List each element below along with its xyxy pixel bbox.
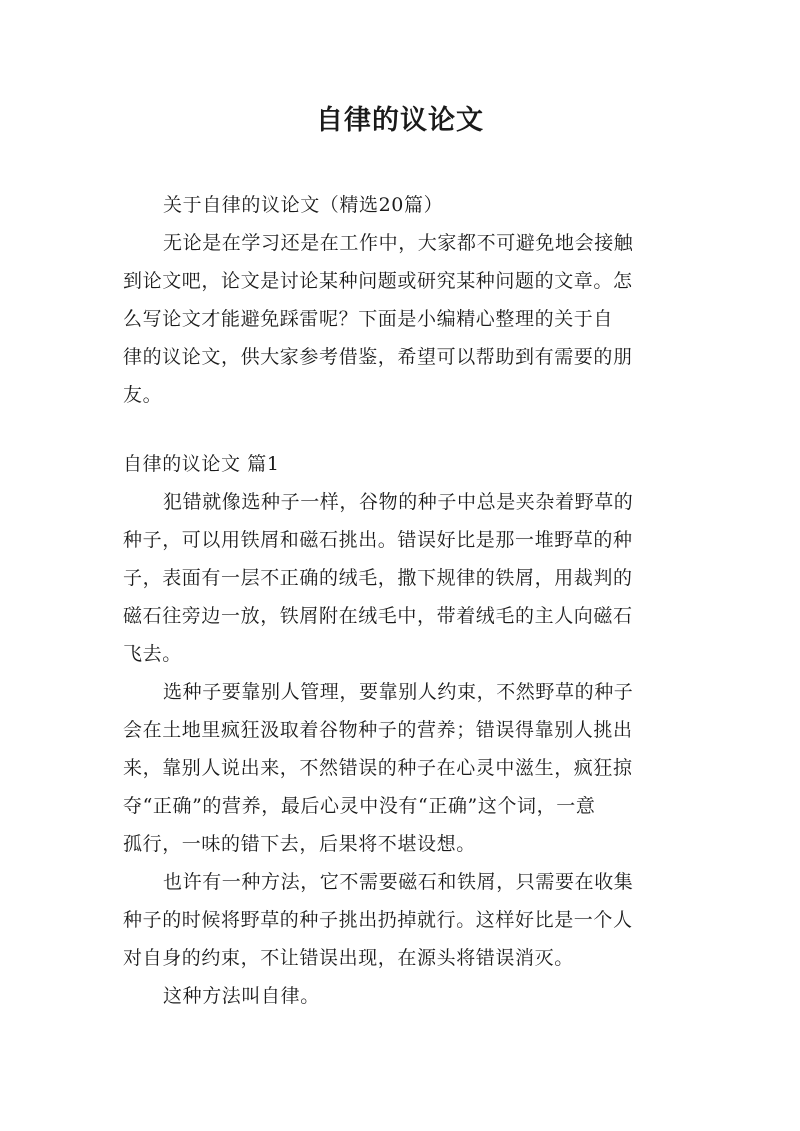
body-paragraph-4 (123, 977, 683, 1015)
paragraph-line: 子，表面有一层不正确的绒毛，撒下规律的铁屑，用裁判的 (123, 567, 633, 589)
intro-heading: 关于自律的议论文（精选20篇） (163, 194, 444, 216)
intro-line: 律的议论文，供大家参考借鉴，希望可以帮助到有需要的朋 (123, 346, 633, 368)
paragraph-line: 犯错就像选种子一样，谷物的种子中总是夹杂着野草的 (163, 491, 634, 513)
paragraph-line: 这种方法叫自律。 (163, 985, 320, 1007)
intro-line: 友。 (123, 384, 163, 406)
paragraph-line: 也许有一种方法，它不需要磁石和铁屑，只需要在收集 (163, 871, 634, 893)
section-heading: 自律的议论文 篇1 (123, 453, 280, 475)
section-spacer (123, 414, 683, 445)
intro-line: 无论是在学习还是在工作中，大家都不可避免地会接触 (163, 232, 634, 254)
paragraph-line: 选种子要靠别人管理，要靠别人约束，不然野草的种子 (163, 681, 634, 703)
intro-paragraph (123, 224, 683, 414)
body-paragraph-3 (123, 863, 683, 977)
body-paragraph-1 (123, 483, 683, 673)
paragraph-line: 磁石往旁边一放，铁屑附在绒毛中，带着绒毛的主人向磁石 (123, 605, 633, 627)
paragraph-line: 来，靠别人说出来，不然错误的种子在心灵中滋生，疯狂掠 (123, 757, 633, 779)
paragraph-line: 对自身的约束，不让错误出现，在源头将错误消灭。 (123, 947, 574, 969)
paragraph-line: 夺“正确”的营养，最后心灵中没有“正确”这个词，一意 (123, 795, 596, 817)
document-title: 自律的议论文 (316, 105, 484, 136)
intro-line: 么写论文才能避免踩雷呢？下面是小编精心整理的关于自 (123, 308, 614, 330)
paragraph-line: 会在土地里疯狂汲取着谷物种子的营养；错误得靠别人挑出 (123, 719, 633, 741)
paragraph-line: 种子的时候将野草的种子挑出扔掉就行。这样好比是一个人 (123, 909, 633, 931)
paragraph-line: 种子，可以用铁屑和磁石挑出。错误好比是那一堆野草的种 (123, 529, 633, 551)
intro-line: 到论文吧，论文是讨论某种问题或研究某种问题的文章。怎 (123, 270, 633, 292)
body-paragraph-2 (123, 673, 683, 863)
paragraph-line: 孤行，一味的错下去，后果将不堪设想。 (123, 833, 476, 855)
paragraph-line: 飞去。 (123, 643, 182, 665)
document-body (123, 186, 683, 1015)
